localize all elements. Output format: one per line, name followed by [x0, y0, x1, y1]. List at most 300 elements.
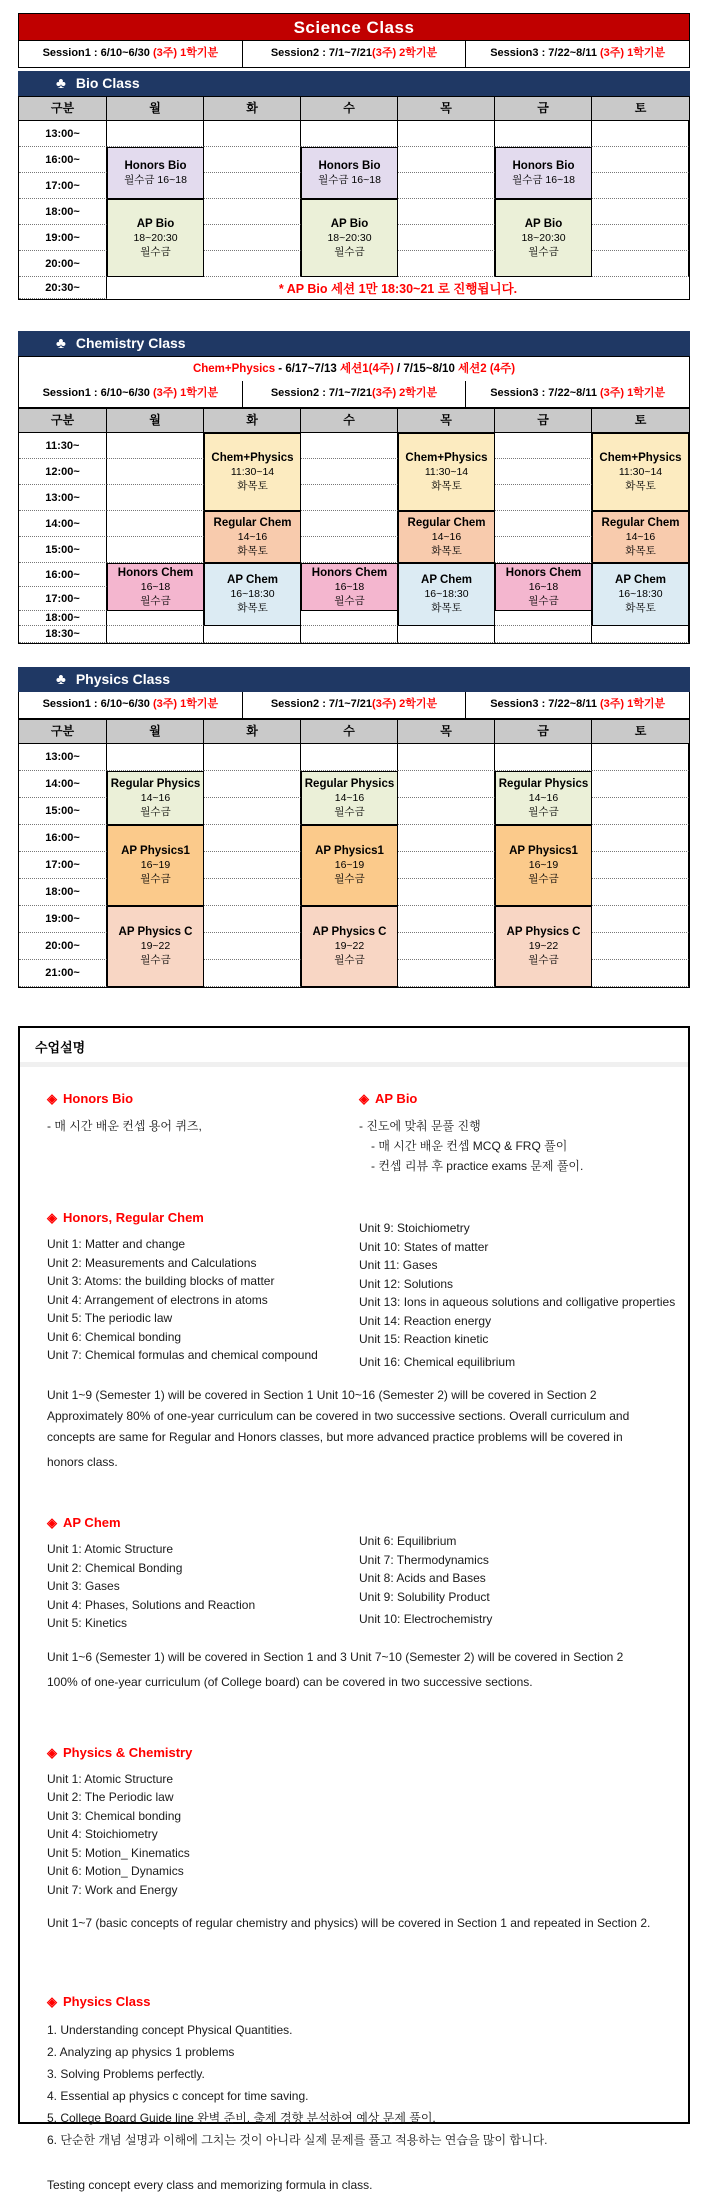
course-title: Regular Chem: [601, 516, 680, 529]
heading-text: Honors, Regular Chem: [63, 1210, 204, 1225]
course-time: 19~22: [528, 940, 559, 952]
course-title: Regular Chem: [407, 516, 486, 529]
empty-cell: [301, 485, 398, 511]
empty-cell: [495, 511, 592, 537]
time-label: 16:00~: [19, 147, 107, 173]
course-title: AP Bio: [136, 217, 175, 230]
ap-bio-block: [301, 199, 398, 277]
banner-dates2: / 7/15~8/10: [393, 363, 459, 375]
course-title: Honors Chem: [311, 566, 388, 579]
unit-item: Unit 3: Gases: [47, 1579, 120, 1593]
chem-schedule-table: [18, 408, 690, 644]
time-label: 13:00~: [19, 121, 107, 147]
course-days: 월수금: [140, 805, 171, 818]
col-header: 토: [592, 97, 689, 121]
course-days: 월수금: [140, 594, 171, 607]
col-header: 화: [204, 97, 301, 121]
diamond-icon: ◈: [47, 1744, 57, 1760]
empty-cell: [107, 433, 204, 459]
course-days: 월수금: [528, 594, 559, 607]
session3-weeks: (3주) 1학기분: [600, 47, 666, 59]
ap-bio-note: * AP Bio 세션 1만 18:30~21 로 진행됩니다.: [278, 282, 518, 296]
empty-cell: [204, 852, 301, 879]
col-header: 금: [495, 720, 592, 744]
session1-weeks: (3주) 1학기분: [152, 47, 219, 59]
col-header: 구분: [19, 409, 107, 433]
empty-cell: [204, 626, 301, 643]
unit-item: Unit 2: Chemical Bonding: [47, 1560, 183, 1575]
time-label: 19:00~: [19, 225, 107, 251]
unit-item: Unit 1: Atomic Structure: [47, 1542, 174, 1556]
col-header: 목: [398, 720, 495, 744]
course-time: 11:30~14: [618, 465, 663, 478]
course-time: 14~16: [431, 530, 462, 543]
empty-cell: [301, 626, 398, 643]
course-title: AP Bio: [524, 217, 563, 230]
course-time: 16~18: [334, 580, 365, 593]
diamond-icon: ◈: [47, 1091, 57, 1106]
time-label: 13:00~: [19, 744, 107, 771]
physics-chemistry-paragraph: [47, 1913, 678, 1934]
physics-chemistry-heading: [47, 1745, 678, 1761]
session2-weeks: (3주) 2학기분: [372, 387, 438, 399]
empty-cell: [398, 147, 495, 173]
empty-cell: [592, 879, 689, 906]
course-days: 월수금: [528, 954, 559, 966]
course-time: 16~19: [528, 859, 559, 871]
physics-class-description: [47, 1994, 678, 2195]
session3-info: [466, 381, 689, 407]
course-time: 19~22: [334, 940, 365, 952]
chem-physics-block: [398, 433, 495, 511]
session1-info: [19, 381, 243, 407]
honors-bio-heading: [47, 1091, 359, 1107]
empty-cell: [592, 199, 689, 225]
regular-physics-block: [107, 771, 204, 825]
empty-cell: [398, 825, 495, 852]
ap-chem-paragraph: [47, 1647, 678, 1693]
unit-item: Unit 4: Phases, Solutions and Reaction: [47, 1597, 256, 1612]
course-title: Chem+Physics: [211, 451, 294, 464]
empty-cell: [204, 199, 301, 225]
course-title: Regular Physics: [304, 777, 395, 790]
empty-cell: [398, 852, 495, 879]
course-time: 11:30~14: [424, 465, 469, 478]
empty-cell: [301, 537, 398, 563]
course-days: 화목토: [625, 544, 656, 557]
empty-cell: [398, 199, 495, 225]
course-title: AP Chem: [227, 574, 278, 586]
course-days: 월수금: [528, 873, 559, 885]
course-title: Honors Chem: [505, 566, 582, 579]
chem-section-title: Chemistry Class: [75, 335, 186, 351]
banner-session2: 세션2 (4주): [458, 363, 516, 375]
empty-cell: [398, 744, 495, 771]
course-time: 16~18:30: [230, 588, 275, 600]
unit-item: Unit 2: Measurements and Calculations: [47, 1255, 257, 1270]
col-header: 목: [398, 97, 495, 121]
empty-cell: [301, 511, 398, 537]
col-header: 구분: [19, 720, 107, 744]
session2-dates: Session2 : 7/1~7/21: [270, 698, 373, 710]
unit-item: Unit 7: Chemical formulas and chemical compound: [47, 1348, 318, 1362]
club-icon: ♣: [56, 335, 66, 352]
bio-section-title: Bio Class: [75, 75, 140, 91]
empty-cell: [592, 225, 689, 251]
empty-cell: [107, 485, 204, 511]
col-header: 목: [398, 409, 495, 433]
ap-chem-block: [204, 563, 301, 626]
empty-cell: [204, 798, 301, 825]
diamond-icon: ◈: [47, 1994, 57, 2009]
heading-text: Honors Bio: [63, 1091, 134, 1106]
ap-bio-heading: [359, 1091, 678, 1107]
empty-cell: [398, 251, 495, 277]
honors-chem-block: [301, 563, 398, 611]
physics-class-item: 1. Understanding concept Physical Quantities.: [47, 2023, 293, 2037]
unit-item: Unit 16: Chemical equilibrium: [359, 1354, 516, 1369]
course-time: 14~16: [237, 530, 268, 543]
course-time: 16~19: [140, 859, 171, 871]
description-line: - 진도에 맞춰 문풀 진행: [359, 1119, 481, 1133]
col-header: 화: [204, 720, 301, 744]
session2-weeks: (3주) 2학기분: [372, 47, 438, 59]
empty-cell: [204, 879, 301, 906]
col-header: 월: [107, 97, 204, 121]
empty-cell: [107, 459, 204, 485]
ap-bio-block: [107, 199, 204, 277]
regular-chem-block: [398, 511, 495, 563]
session3-info: [466, 41, 689, 67]
course-time: 11:30~14: [230, 465, 275, 478]
empty-cell: [204, 771, 301, 798]
time-label: 14:00~: [19, 511, 107, 537]
course-title: AP Physics1: [121, 845, 190, 857]
course-title: AP Physics C: [506, 926, 581, 938]
course-title: AP Physics C: [118, 926, 193, 938]
time-label: 15:00~: [19, 798, 107, 825]
bio-schedule-table: [18, 96, 690, 300]
unit-item: Unit 13: Ions in aqueous solutions and colligative properties: [359, 1295, 676, 1309]
empty-cell: [204, 933, 301, 960]
empty-cell: [398, 225, 495, 251]
empty-cell: [398, 173, 495, 199]
unit-item: Unit 12: Solutions: [359, 1276, 454, 1291]
empty-cell: [398, 879, 495, 906]
course-time: 16~18: [140, 580, 171, 593]
description-line: - 매 시간 배운 컨셉 용어 퀴즈,: [47, 1119, 202, 1133]
course-days: 화목토: [625, 602, 656, 614]
empty-cell: [592, 147, 689, 173]
empty-cell: [495, 121, 592, 147]
session-bar: [18, 381, 690, 408]
heading-text: AP Bio: [375, 1091, 418, 1106]
empty-cell: [107, 611, 204, 626]
course-days: 월수금: [334, 594, 365, 607]
session-bar: [18, 41, 690, 68]
empty-cell: [592, 852, 689, 879]
ap-physics1-block: [301, 825, 398, 906]
empty-cell: [592, 933, 689, 960]
session2-info: [243, 381, 467, 407]
ap-physics1-block: [107, 825, 204, 906]
course-title: Chem+Physics: [599, 451, 682, 464]
description-line: - 컨셉 리뷰 후 practice exams 문제 풀이.: [371, 1159, 584, 1173]
hr-chem-paragraph: [47, 1385, 678, 1473]
course-title: Regular Physics: [498, 777, 589, 790]
honors-regular-chem-description: [47, 1210, 678, 1473]
time-label: 15:00~: [19, 537, 107, 563]
unit-item: Unit 9: Solubility Product: [359, 1589, 490, 1604]
ap-chem-block: [398, 563, 495, 626]
session3-dates: Session3 : 7/22~8/11: [490, 387, 600, 399]
time-label: 20:00~: [19, 933, 107, 960]
time-label: 21:00~: [19, 960, 107, 987]
time-label: 19:00~: [19, 906, 107, 933]
empty-cell: [204, 825, 301, 852]
schedule-page: [18, 13, 690, 2192]
course-time: 월수금 16~18: [318, 173, 381, 186]
unit-item: Unit 6: Motion_ Dynamics: [47, 1864, 184, 1878]
empty-cell: [495, 744, 592, 771]
course-title: AP Chem: [615, 574, 666, 586]
course-days: 월수금: [334, 245, 365, 258]
course-days: 월수금: [334, 954, 365, 966]
course-time: 16~18: [528, 580, 559, 593]
empty-cell: [107, 537, 204, 563]
empty-cell: [495, 485, 592, 511]
banner-session1: 세션1(4주): [340, 363, 394, 375]
session2-weeks: (3주) 2학기분: [372, 698, 438, 710]
session2-info: [243, 41, 467, 67]
time-label: 20:30~: [19, 277, 107, 299]
course-time: 14~16: [625, 530, 656, 543]
col-header: 토: [592, 409, 689, 433]
col-header: 토: [592, 720, 689, 744]
empty-cell: [398, 121, 495, 147]
session1-dates: Session1 : 6/10~6/30: [42, 387, 153, 399]
paragraph-line: Unit 1~9 (Semester 1) will be covered in Section 1 Unit 10~16 (Semester 2) will be covered in Section 2: [47, 1388, 597, 1402]
physics-section-title: Physics Class: [75, 671, 171, 687]
physics-section-header: [18, 667, 690, 692]
session1-info: [19, 692, 243, 718]
ap-bio-block: [495, 199, 592, 277]
empty-cell: [495, 433, 592, 459]
empty-cell: [495, 611, 592, 626]
physics-class-item: 2. Analyzing ap physics 1 problems: [47, 2045, 235, 2059]
session3-weeks: (3주) 1학기분: [600, 387, 666, 399]
course-days: 월수금: [334, 873, 365, 885]
honors-chem-block: [107, 563, 204, 611]
course-title: AP Chem: [421, 574, 472, 586]
chem-physics-block: [204, 433, 301, 511]
bio-descriptions: [47, 1091, 678, 1176]
empty-cell: [495, 626, 592, 643]
session2-dates: Session2 : 7/1~7/21: [270, 47, 373, 59]
empty-cell: [204, 744, 301, 771]
unit-item: Unit 6: Equilibrium: [359, 1534, 457, 1548]
course-days: 화목토: [431, 544, 462, 557]
empty-cell: [204, 173, 301, 199]
course-time: 18~20:30: [327, 231, 372, 244]
session1-dates: Session1 : 6/10~6/30: [42, 698, 153, 710]
empty-cell: [592, 173, 689, 199]
course-time: 18~20:30: [521, 231, 566, 244]
chem-physics-block: [592, 433, 689, 511]
time-label: 17:00~: [19, 587, 107, 611]
chem-physics-banner: [18, 356, 690, 381]
empty-cell: [398, 626, 495, 643]
empty-cell: [301, 459, 398, 485]
heading-text: AP Chem: [63, 1515, 121, 1530]
empty-cell: [204, 225, 301, 251]
course-days: 화목토: [237, 479, 268, 492]
empty-cell: [495, 459, 592, 485]
club-icon: ♣: [56, 75, 66, 92]
course-days: 월수금: [140, 954, 171, 966]
bio-section-header: [18, 71, 690, 96]
unit-item: Unit 4: Stoichiometry: [47, 1827, 158, 1841]
empty-cell: [398, 933, 495, 960]
session3-dates: Session3 : 7/22~8/11: [490, 698, 600, 710]
diamond-icon: ◈: [47, 1515, 57, 1530]
description-title: 수업설명: [20, 1028, 688, 1067]
session-bar: [18, 692, 690, 719]
honors-bio-block: [301, 147, 398, 199]
empty-cell: [301, 611, 398, 626]
course-title: Honors Chem: [117, 566, 194, 579]
time-label: 18:00~: [19, 199, 107, 225]
session1-info: [19, 41, 243, 67]
course-title: AP Physics1: [509, 845, 578, 857]
unit-item: Unit 5: The periodic law: [47, 1311, 173, 1325]
physics-class-footer: Testing concept every class and memorizing formula in class.: [47, 2178, 373, 2192]
unit-item: Unit 6: Chemical bonding: [47, 1329, 182, 1344]
course-title: Regular Physics: [110, 777, 201, 790]
ap-physics-c-block: [495, 906, 592, 987]
unit-item: Unit 14: Reaction energy: [359, 1313, 492, 1328]
time-label: 17:00~: [19, 173, 107, 199]
col-header: 월: [107, 409, 204, 433]
physics-class-item: 6. 단순한 개념 설명과 이해에 그치는 것이 아니라 실제 문제를 풀고 적용하는 연습을 많이 합니다.: [47, 2133, 548, 2147]
paragraph-line: concepts are same for Regular and Honors classes, but more advanced practice problems will be covered in: [47, 1430, 623, 1444]
time-label: 18:00~: [19, 879, 107, 906]
course-title: Regular Chem: [213, 516, 292, 529]
session1-weeks: (3주) 1학기분: [152, 698, 219, 710]
course-time: 16~19: [334, 859, 365, 871]
empty-cell: [301, 744, 398, 771]
empty-cell: [592, 960, 689, 987]
course-time: 18~20:30: [133, 231, 178, 244]
course-days: 월수금: [528, 805, 559, 818]
session2-dates: Session2 : 7/1~7/21: [270, 387, 373, 399]
unit-item: Unit 7: Thermodynamics: [359, 1552, 489, 1567]
time-label: 14:00~: [19, 771, 107, 798]
empty-cell: [495, 537, 592, 563]
honors-chem-block: [495, 563, 592, 611]
empty-cell: [398, 798, 495, 825]
honors-bio-block: [495, 147, 592, 199]
honors-bio-block: [107, 147, 204, 199]
heading-text: Physics & Chemistry: [63, 1744, 193, 1760]
unit-item: Unit 3: Chemical bonding: [47, 1808, 182, 1823]
unit-item: Unit 4: Arrangement of electrons in atoms: [47, 1292, 268, 1307]
empty-cell: [592, 251, 689, 277]
session3-weeks: (3주) 1학기분: [600, 698, 666, 710]
course-title: Honors Bio: [124, 159, 187, 172]
unit-item: Unit 5: Kinetics: [47, 1616, 128, 1630]
course-time: 14~16: [528, 791, 559, 804]
unit-item: Unit 11: Gases: [359, 1258, 438, 1272]
empty-cell: [592, 771, 689, 798]
course-days: 화목토: [237, 544, 268, 557]
diamond-icon: ◈: [47, 1210, 57, 1225]
ap-physics-c-block: [301, 906, 398, 987]
unit-item: Unit 10: States of matter: [359, 1239, 489, 1254]
physics-class-item: 3. Solving Problems perfectly.: [47, 2067, 205, 2081]
unit-item: Unit 10: Electrochemistry: [359, 1612, 493, 1626]
empty-cell: [107, 511, 204, 537]
course-time: 16~18:30: [424, 588, 469, 600]
course-title: AP Physics1: [315, 845, 384, 857]
time-label: 13:00~: [19, 485, 107, 511]
ap-bio-description: [359, 1091, 678, 1176]
col-header: 수: [301, 409, 398, 433]
physics-class-item: 4. Essential ap physics c concept for time saving.: [47, 2089, 309, 2103]
ap-chem-heading: [47, 1515, 678, 1531]
empty-cell: [204, 251, 301, 277]
empty-cell: [398, 771, 495, 798]
empty-cell: [592, 744, 689, 771]
ap-physics1-block: [495, 825, 592, 906]
banner-course: Chem+Physics: [192, 363, 276, 375]
paragraph-line: Unit 1~7 (basic concepts of regular chemistry and physics) will be covered in Section 1 and repeated in Section 2.: [47, 1916, 651, 1930]
session2-info: [243, 692, 467, 718]
course-days: 화목토: [431, 479, 462, 492]
course-days: 화목토: [431, 602, 462, 614]
time-label: 17:00~: [19, 852, 107, 879]
session3-info: [466, 692, 689, 718]
course-time: 16~18:30: [618, 588, 663, 600]
time-label: 11:30~: [19, 433, 107, 459]
empty-cell: [204, 906, 301, 933]
empty-cell: [204, 960, 301, 987]
physics-schedule-table: [18, 719, 690, 988]
time-label: 18:30~: [19, 626, 107, 643]
diamond-icon: ◈: [359, 1091, 369, 1106]
description-body: [20, 1091, 688, 2195]
session3-dates: Session3 : 7/22~8/11: [490, 47, 600, 59]
paragraph-line: 100% of one-year curriculum (of College board) can be covered in two successive sections.: [47, 1674, 533, 1689]
regular-physics-block: [301, 771, 398, 825]
description-line: - 매 시간 배운 컨셉 MCQ & FRQ 풀이: [371, 1139, 568, 1153]
unit-item: Unit 9: Stoichiometry: [359, 1221, 470, 1235]
col-header: 수: [301, 97, 398, 121]
empty-cell: [301, 121, 398, 147]
empty-cell: [107, 744, 204, 771]
empty-cell: [592, 825, 689, 852]
honors-bio-description: [47, 1091, 359, 1176]
class-description-box: [18, 1026, 690, 2192]
chem-section-header: [18, 331, 690, 356]
physics-chemistry-description: [47, 1745, 678, 1935]
course-days: 월수금: [528, 245, 559, 258]
heading-text: Physics Class: [63, 1994, 151, 2009]
paragraph-line: Approximately 80% of one-year curriculum can be covered in two successive sections. Overall curriculum and: [47, 1409, 630, 1423]
col-header: 월: [107, 720, 204, 744]
time-label: 16:00~: [19, 563, 107, 587]
empty-cell: [592, 121, 689, 147]
